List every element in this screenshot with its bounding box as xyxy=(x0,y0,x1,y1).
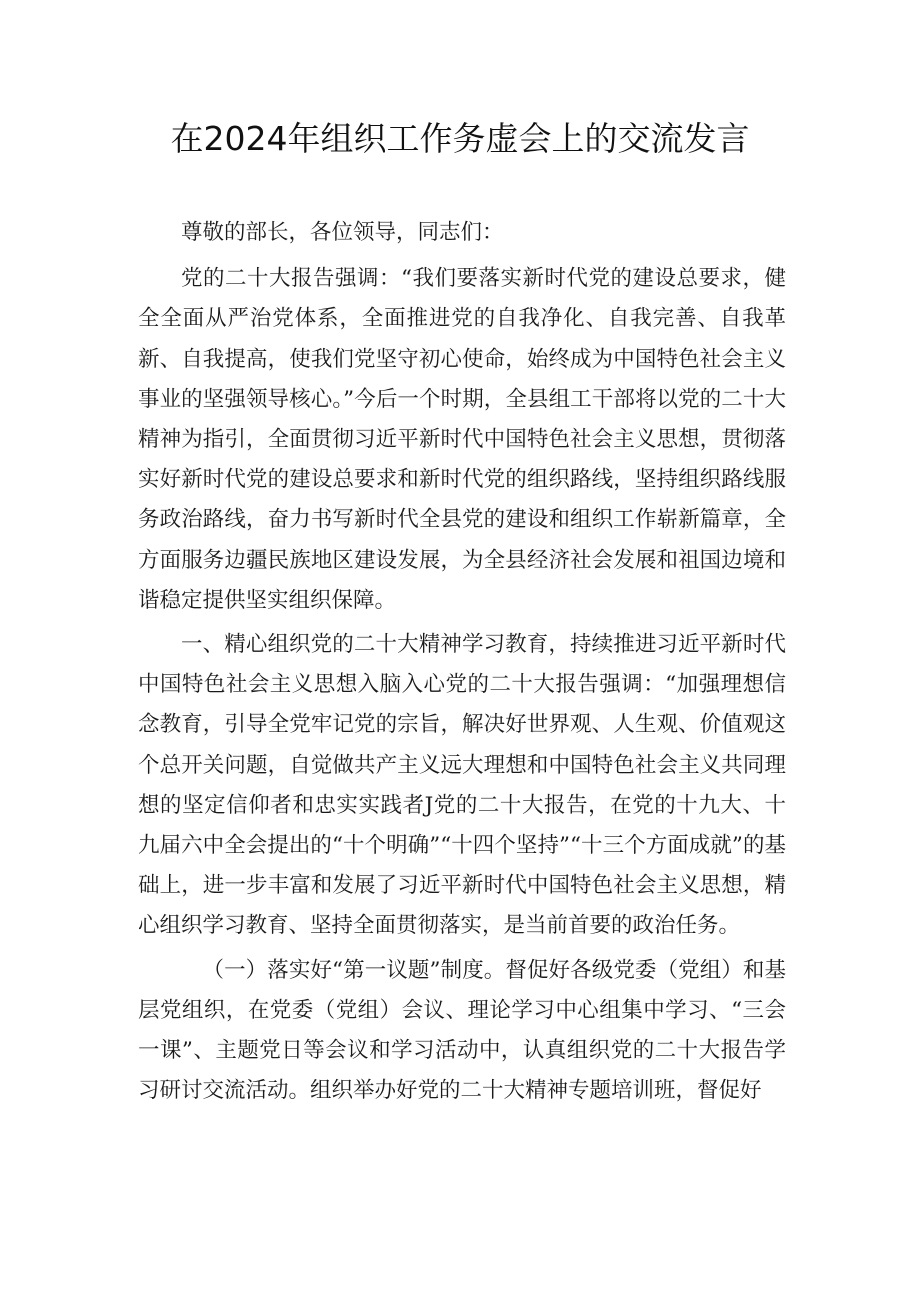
salutation: 尊敬的部长，各位领导，同志们： xyxy=(181,220,504,245)
document-body xyxy=(138,213,786,1111)
paragraph-section-one: 一、精心组织党的二十大精神学习教育，持续推进习近平新时代中国特色社会主义思想入脑入心党的二十大报告强调：“加强理想信念教育，引导全党牢记党的宗旨，解决好世界观、人生观、价值观这个总开关问题，自觉做共产主义远大理想和中国特色社会主义共同理想的坚定信仰者和忠实实践者J党的二十大报告，在党的十九大、十九届六中全会提出的“十个明确”“十四个坚持”“十三个方面成就”的基础上，进一步丰富和发展了习近平新时代中国特色社会主义思想，精心组织学习教育、坚持全面贯彻落实，是当前首要的政治任务。 xyxy=(138,632,786,939)
document-title: 在2024年组织工作务虚会上的交流发言 xyxy=(170,119,750,158)
paragraph-subsection-one: （一）落实好“第一议题”制度。督促好各级党委（党组）和基层党组织，在党委（党组）会议、理论学习中心组集中学习、“三会一课”、主题党日等会议和学习活动中，认真组织党的二十大报告学习研讨交流活动。组织举办好党的二十大精神专题培训班，督促好 xyxy=(138,957,786,1104)
paragraph-intro: 党的二十大报告强调：“我们要落实新时代党的建设总要求，健全全面从严治党体系，全面推进党的自我净化、自我完善、自我革新、自我提高，使我们党坚守初心使命，始终成为中国特色社会主义事业的坚强领导核心。”今后一个时期，全县组工干部将以党的二十大精神为指引，全面贯彻习近平新时代中国特色社会主义思想，贯彻落实好新时代党的建设总要求和新时代党的组织路线，坚持组织路线服务政治路线，奋力书写新时代全县党的建设和组织工作崭新篇章，全方面服务边疆民族地区建设发展，为全县经济社会发展和祖国边境和谐稳定提供坚实组织保障。 xyxy=(138,266,786,613)
